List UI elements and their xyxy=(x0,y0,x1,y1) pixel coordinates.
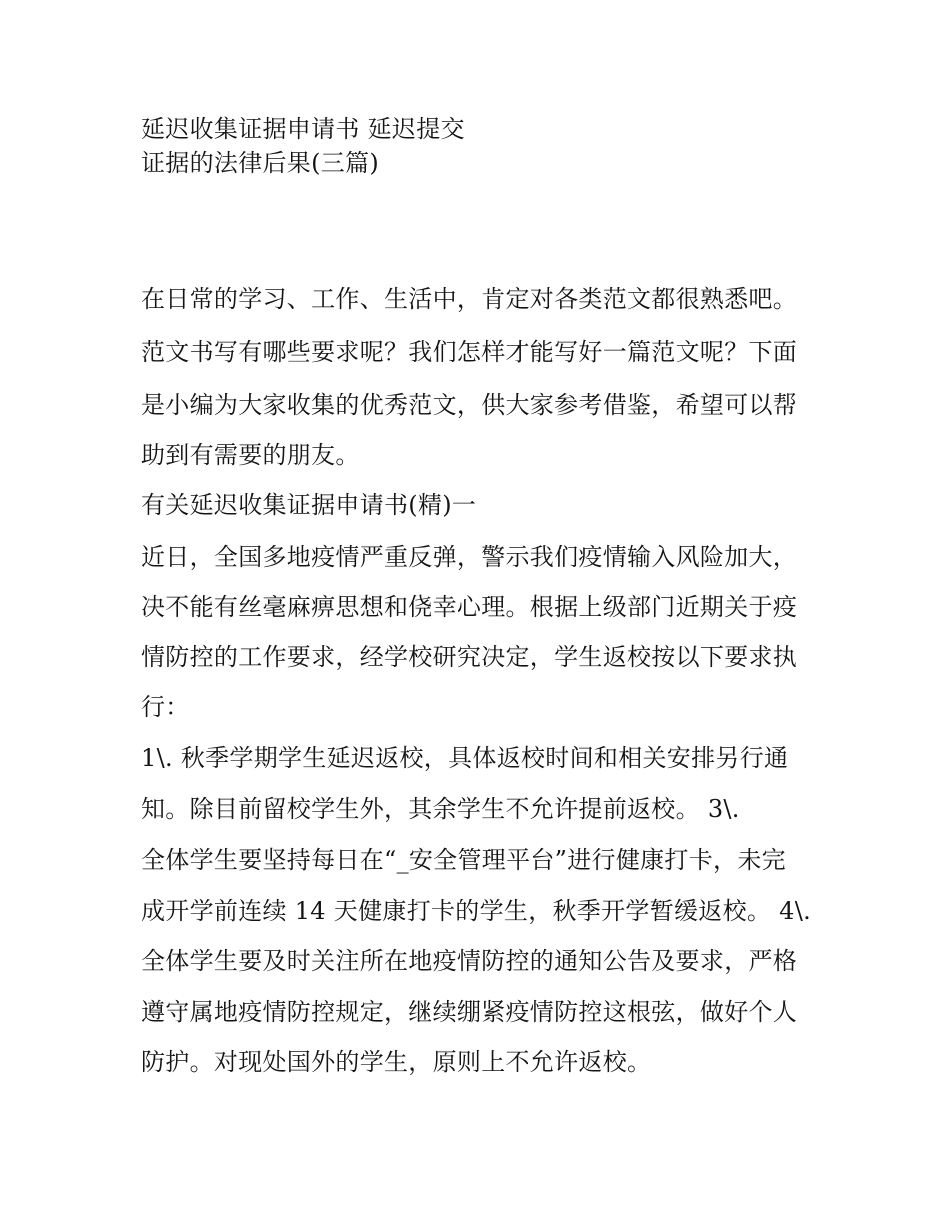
body-line: 防护。对现处国外的学生，原则上不允许返校。 xyxy=(141,1048,652,1076)
body-line: 范文书写有哪些要求呢？我们怎样才能写好一篇范文呢？下面 xyxy=(141,338,798,366)
body-line: 是小编为大家收集的优秀范文，供大家参考借鉴，希望可以帮 xyxy=(141,391,798,419)
section-heading: 有关延迟收集证据申请书(精)一 xyxy=(141,491,477,519)
body-line: 全体学生要及时关注所在地疫情防控的通知公告及要求，严格 xyxy=(141,947,798,975)
body-line: 近日，全国多地疫情严重反弹，警示我们疫情输入风险加大， xyxy=(141,543,798,571)
body-line: 行： xyxy=(141,693,190,721)
body-line: 遵守属地疫情防控规定，继续绷紧疫情防控这根弦，做好个人 xyxy=(141,998,798,1026)
body-line: 情防控的工作要求，经学校研究决定，学生返校按以下要求执 xyxy=(141,643,798,671)
title-line: 延迟收集证据申请书 延迟提交 xyxy=(141,115,465,143)
body-line: 在日常的学习、工作、生活中，肯定对各类范文都很熟悉吧。 xyxy=(141,285,798,313)
document-title xyxy=(141,112,821,180)
body-line: 知。除目前留校学生外，其余学生不允许提前返校。 3\. xyxy=(141,795,740,823)
body-line: 助到有需要的朋友。 xyxy=(141,441,360,469)
body-line: 1\. 秋季学期学生延迟返校，具体返校时间和相关安排另行通 xyxy=(141,744,789,772)
title-line: 证据的法律后果(三篇) xyxy=(141,149,380,177)
body-line: 全体学生要坚持每日在“_安全管理平台”进行健康打卡，未完 xyxy=(141,846,786,874)
body-line: 决不能有丝毫麻痹思想和侥幸心理。根据上级部门近期关于疫 xyxy=(141,593,798,621)
body-line: 成开学前连续 14 天健康打卡的学生，秋季开学暂缓返校。 4\. xyxy=(141,897,812,925)
